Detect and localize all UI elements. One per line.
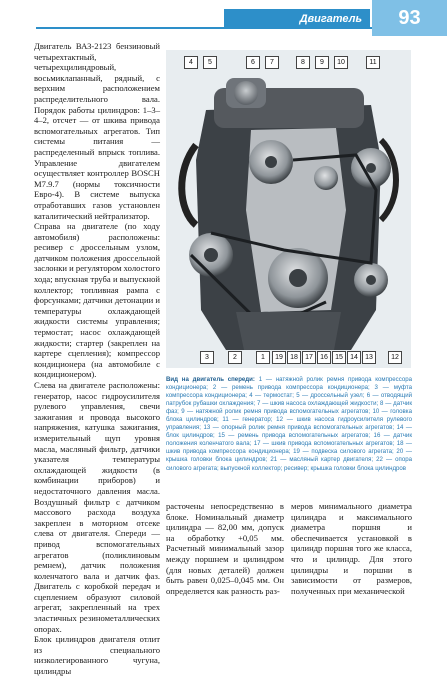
callout-top-5: 8 <box>296 56 310 69</box>
callout-bottom-7: 16 <box>317 351 331 364</box>
caption-text: 1 — натяжной ролик ремня привода компрессора кондиционера; 2 — ремень привода компрессора кондиционера; 3 — муфта компрессора кондиционера; 4 — термостат; 5 — дроссельный узел; 6 — отводящий патрубок рубашки охлаждения; 7 — шкив насоса охлаждающей жидкости; 8 — датчик фаз; 9 — натяжной ролик ремня привода вспомогательных агрегатов; 10 — головка блока цилиндров; 11 — генератор; 12 — шкив насоса гидроусилителя рулевого управления; 13 — опорный ролик ремня привода вспомогательных агрегатов; 14 — блок цилиндров; 15 — ремень привода вспомогательных агрегатов; 16 — датчик положения коленчатого вала; 17 — шкив привода вспомогательных агрегатов; 18 — шкив привода компрессора кондиционера; 19 — подвеска силового агрегата; 20 — крышка головки блока цилиндров; 21 — масляный картер двигателя; 22 — опора силового агрегата; выпускной коллектор; ресивер; крышка головки блока цилиндров <box>166 376 413 472</box>
figure-caption <box>166 376 412 498</box>
callout-bottom-4: 19 <box>272 351 286 364</box>
callout-top-4: 7 <box>265 56 279 69</box>
callout-top-2: 5 <box>203 56 217 69</box>
callout-bottom-11: 12 <box>388 351 402 364</box>
callout-bottom-1: 3 <box>200 351 214 364</box>
callout-top-7: 10 <box>334 56 348 69</box>
page-number: 93 <box>372 0 447 36</box>
section-title: Двигатель <box>224 9 370 29</box>
callout-bottom-8: 15 <box>332 351 346 364</box>
middle-text-column <box>166 501 284 596</box>
paragraph: Блок цилиндров двигателя отлит из специального низколегированного чугуна, цилиндры <box>34 634 160 677</box>
callout-bottom-3: 1 <box>256 351 270 364</box>
paragraph: Справа на двигателе (по ходу автомобиля) расположены: ресивер с дроссельным узлом, датчиком положения дроссельной заслонки и регулятором холостого хода; впускная труба и выпускной коллектор; топливная рампа с форсунками; датчики детонации и температуры охлаждающей жидкости системы управления; термостат; насос охлаждающей жидкости; стартер (закреплен на картере сцепления); компрессор кондиционера (на автомобиле с кондиционером). <box>34 221 160 380</box>
engine-photo <box>166 50 411 368</box>
paragraph: расточены непосредственно в блоке. Номинальный диаметр цилиндра — 82,00 мм, допуск на обработку +0,05 мм. Расчетный минимальный зазор между поршнем и цилиндром (для новых деталей) должен быть равен 0,025–0,045 мм. Он определяется как разность раз- <box>166 501 284 596</box>
paragraph: меров минимального диаметра цилиндра и максимального диаметра поршня и обеспечивается установкой в цилиндр поршня того же класса, что и цилиндр. Для этого цилиндры и поршни в зависимости от размеров, полученных при механической <box>291 501 412 596</box>
callout-top-1: 4 <box>184 56 198 69</box>
right-text-column <box>291 501 412 596</box>
callout-bottom-6: 17 <box>302 351 316 364</box>
callout-top-6: 9 <box>315 56 329 69</box>
page-header <box>0 0 447 36</box>
callout-bottom-5: 18 <box>287 351 301 364</box>
engine-illustration <box>166 50 411 368</box>
paragraph: Слева на двигателе расположены: генератор, насос гидроусилителя рулевого управления, свечи зажигания и провода высокого напряжения, катушка зажигания, измерительный щуп уровня масла, масляный фильтр, датчики указателя температуры охлаждающей жидкости (в комбинации приборов) и недостаточного давления масла. Воздушный фильтр с датчиком массового расхода воздуха закреплен в моторном отсеке слева от двигателя. Спереди — привод вспомогательных агрегатов (поликлиновым ремнем), датчик положения коленчатого вала и датчик фаз. Двигатель с коробкой передач и сцеплением образуют силовой агрегат, закрепленный на трех эластичных резинометаллических опорах. <box>34 380 160 634</box>
left-text-column <box>34 41 160 677</box>
callout-top-8: 11 <box>366 56 380 69</box>
callout-bottom-9: 14 <box>347 351 361 364</box>
paragraph: Двигатель ВАЗ-2123 бензиновый четырехтактный, четырехцилиндровый, восьмиклапанный, рядный, с верхним расположением распределительного вала. Порядок работы цилиндров: 1–3–4–2, отсчет — от шкива привода вспомогательных агрегатов. Тип системы питания — распределенный впрыск топлива. Управление двигателем осуществляет контроллер BOSCH M7.9.7 (нормы токсичности Евро-4). В системе выпуска отработавших газов установлен каталитический нейтрализатор. <box>34 41 160 221</box>
callout-bottom-2: 2 <box>228 351 242 364</box>
caption-title: Вид на двигатель спереди: <box>166 376 255 383</box>
callout-bottom-10: 13 <box>362 351 376 364</box>
callout-top-3: 6 <box>246 56 260 69</box>
